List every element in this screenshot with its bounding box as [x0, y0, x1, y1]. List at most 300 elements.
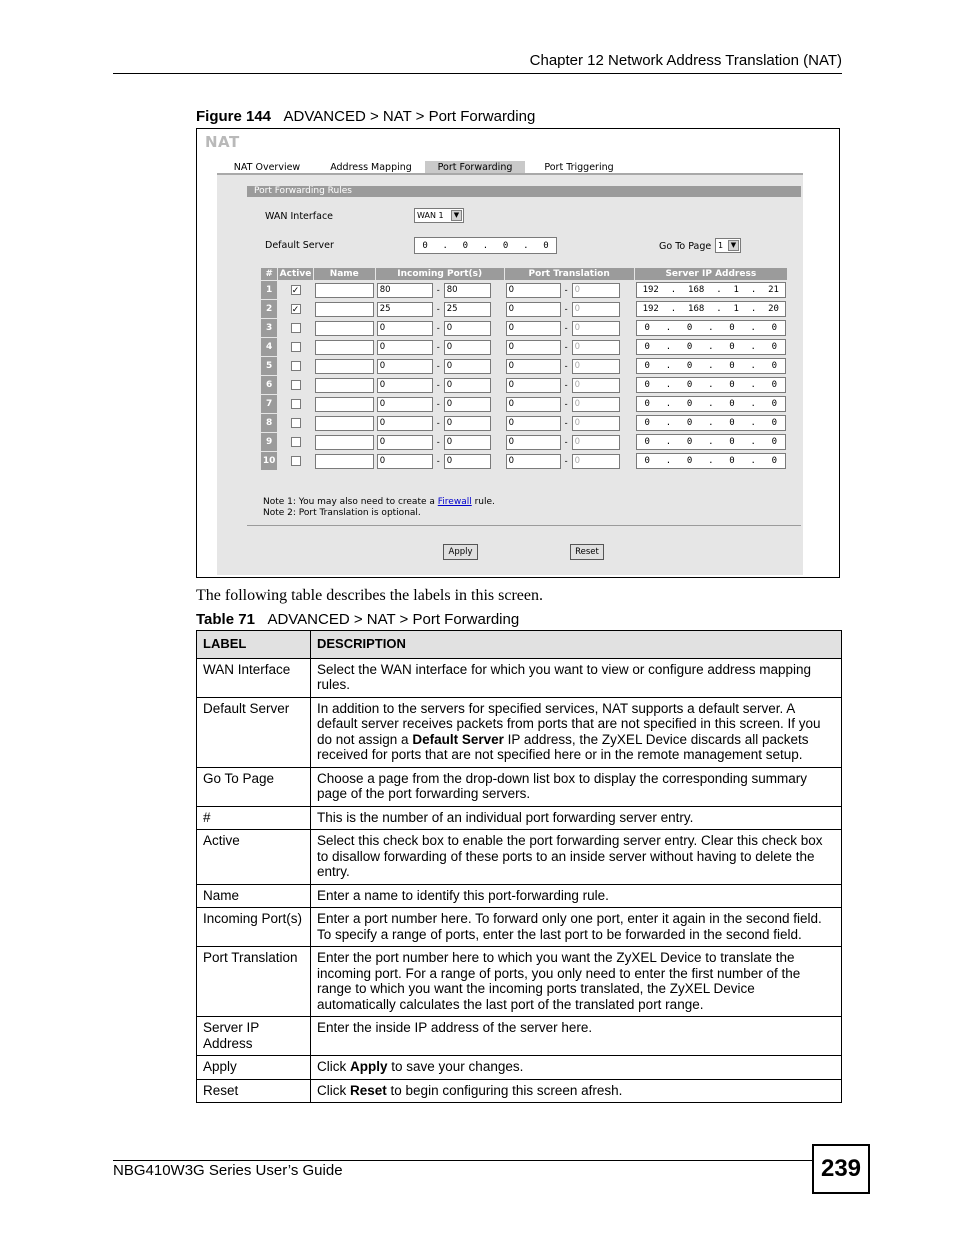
name-input[interactable] [315, 378, 374, 393]
range-dash: - [564, 456, 568, 466]
table-row [197, 908, 842, 947]
port-translation-cell [504, 319, 634, 338]
incoming-ports-cell [375, 300, 504, 319]
range-dash: - [436, 456, 440, 466]
incoming-port-start-input[interactable]: 0 [377, 359, 433, 374]
ip-octet: 0 [686, 456, 693, 466]
translation-port-start-input[interactable]: 0 [506, 359, 561, 374]
ip-dot: . [750, 285, 757, 295]
ip-dot: . [442, 240, 448, 251]
description-text: to begin configuring this screen afresh. [386, 1082, 623, 1098]
description-cell [311, 830, 842, 885]
description-text: Reset [350, 1082, 387, 1098]
tab-address-mapping[interactable]: Address Mapping [320, 161, 422, 174]
ip-octet: 0 [771, 456, 778, 466]
notes [263, 497, 495, 519]
server-ip-input[interactable] [636, 453, 786, 469]
wan-interface-value: WAN 1 [417, 211, 444, 220]
range-dash: - [436, 361, 440, 371]
ip-octet: 168 [688, 304, 705, 314]
description-text: Enter a port number here. To forward only one port, enter it again in the second field. To specify a range of ports, enter the last port to be forwarded in the second field. [317, 911, 822, 942]
table-row [261, 414, 788, 433]
incoming-port-end-input[interactable]: 0 [444, 321, 491, 336]
incoming-port-start-input[interactable]: 0 [377, 435, 433, 450]
header-rule [113, 73, 842, 74]
description-text: Click [317, 1082, 350, 1098]
label-cell: Reset [197, 1079, 311, 1103]
range-dash: - [436, 399, 440, 409]
incoming-ports-cell [375, 281, 504, 300]
incoming-port-end-input[interactable]: 0 [444, 416, 491, 431]
active-checkbox[interactable] [291, 380, 301, 390]
translation-port-start-input[interactable]: 0 [506, 435, 561, 450]
ip-octet: 192 [642, 285, 659, 295]
port-translation-cell [504, 338, 634, 357]
incoming-port-start-input[interactable]: 0 [377, 378, 433, 393]
ip-octet: 0 [729, 399, 735, 409]
translation-port-end-input: 0 [572, 321, 620, 336]
tab-underline [217, 173, 803, 175]
ip-octet: 0 [686, 418, 693, 428]
ip-octet: 0 [729, 380, 735, 390]
translation-port-start-input[interactable]: 0 [506, 416, 561, 431]
active-checkbox[interactable]: ✓ [291, 304, 300, 314]
name-input[interactable] [315, 416, 374, 431]
figure-caption [196, 108, 535, 125]
server-ip-input[interactable] [636, 320, 786, 336]
go-to-page-select[interactable] [715, 238, 741, 253]
translation-port-start-input[interactable]: 0 [506, 283, 561, 298]
incoming-ports-cell [375, 395, 504, 414]
table-row [261, 452, 788, 471]
ip-octet: 0 [771, 437, 778, 447]
translation-port-end-input: 0 [572, 378, 620, 393]
ip-octet: 0 [686, 380, 693, 390]
row-number: 4 [261, 338, 278, 357]
name-cell [313, 319, 375, 338]
description-cell [311, 908, 842, 947]
range-dash: - [564, 361, 568, 371]
row-number: 1 [261, 281, 278, 300]
active-cell [278, 357, 314, 376]
row-number: 3 [261, 319, 278, 338]
col-header-incoming-ports: Incoming Port(s) [375, 268, 504, 281]
ip-octet: 0 [644, 399, 650, 409]
ip-dot: . [708, 399, 714, 409]
ip-dot: . [665, 361, 672, 371]
ip-dot: . [665, 437, 672, 447]
incoming-port-end-input[interactable]: 0 [444, 340, 491, 355]
label-cell: Apply [197, 1056, 311, 1080]
incoming-port-start-input[interactable]: 25 [377, 302, 433, 317]
ip-octet: 0 [644, 418, 650, 428]
ip-dot: . [750, 361, 756, 371]
incoming-ports-cell [375, 357, 504, 376]
incoming-port-end-input[interactable]: 0 [444, 454, 491, 469]
name-cell [313, 452, 375, 471]
description-cell [311, 947, 842, 1017]
name-input[interactable] [315, 435, 374, 450]
incoming-ports-cell [375, 433, 504, 452]
incoming-port-start-input[interactable]: 0 [377, 416, 433, 431]
description-cell [311, 1079, 842, 1103]
range-dash: - [564, 304, 568, 314]
incoming-ports-cell [375, 338, 504, 357]
active-cell [278, 319, 314, 338]
incoming-port-end-input[interactable]: 0 [444, 378, 491, 393]
table-caption [196, 611, 519, 628]
description-text: Default Server [412, 731, 504, 747]
ip-octet: 0 [686, 361, 693, 371]
name-cell [313, 376, 375, 395]
translation-port-start-input[interactable]: 0 [506, 378, 561, 393]
ip-dot: . [750, 323, 756, 333]
name-input[interactable] [315, 321, 374, 336]
chevron-down-icon: ▼ [728, 240, 739, 251]
wan-interface-label: WAN Interface [265, 211, 334, 222]
label-cell: Go To Page [197, 767, 311, 806]
ip-octet: 0 [422, 240, 428, 251]
name-cell [313, 338, 375, 357]
server-ip-cell [634, 395, 787, 414]
incoming-port-end-input[interactable]: 80 [444, 283, 491, 298]
translation-port-start-input[interactable]: 0 [506, 454, 561, 469]
active-cell [278, 414, 314, 433]
ip-dot: . [708, 323, 714, 333]
incoming-port-end-input[interactable]: 25 [444, 302, 491, 317]
incoming-ports-cell [375, 319, 504, 338]
name-input[interactable] [315, 340, 374, 355]
label-cell: Incoming Port(s) [197, 908, 311, 947]
table-row [261, 376, 788, 395]
ip-octet: 0 [686, 323, 693, 333]
port-translation-cell [504, 433, 634, 452]
server-ip-cell [634, 338, 787, 357]
server-ip-input[interactable] [636, 358, 786, 374]
ip-dot: . [665, 380, 672, 390]
ip-octet: 1 [733, 285, 739, 295]
firewall-link[interactable]: Firewall [437, 497, 472, 507]
label-cell: WAN Interface [197, 658, 311, 697]
reset-button[interactable]: Reset [570, 544, 604, 560]
incoming-ports-cell [375, 414, 504, 433]
port-translation-cell [504, 376, 634, 395]
screen-title: NAT [205, 133, 240, 151]
incoming-port-start-input[interactable]: 0 [377, 340, 433, 355]
name-input[interactable] [315, 302, 374, 317]
col-header-name: Name [313, 268, 375, 281]
table-row [197, 1017, 842, 1056]
col-header-server-ip: Server IP Address [634, 268, 787, 281]
ip-dot: . [750, 380, 756, 390]
incoming-port-start-input[interactable]: 0 [377, 454, 433, 469]
table-row [261, 300, 788, 319]
translation-port-start-input[interactable]: 0 [506, 302, 561, 317]
ip-octet: 0 [771, 399, 778, 409]
ip-dot: . [708, 456, 714, 466]
head-label: LABEL [197, 631, 311, 659]
range-dash: - [436, 285, 440, 295]
ip-dot: . [708, 361, 714, 371]
wan-interface-select[interactable] [414, 208, 464, 223]
server-ip-cell [634, 452, 787, 471]
note-2: Note 2: Port Translation is optional. [263, 508, 421, 518]
server-ip-input[interactable] [636, 396, 786, 412]
ip-octet: 0 [729, 418, 735, 428]
server-ip-cell [634, 414, 787, 433]
ip-octet: 0 [771, 361, 778, 371]
figure-title: ADVANCED > NAT > Port Forwarding [283, 108, 536, 125]
default-server-label: Default Server [265, 240, 334, 251]
range-dash: - [564, 418, 568, 428]
chevron-down-icon: ▼ [451, 210, 462, 221]
active-checkbox[interactable] [291, 361, 301, 371]
label-cell: Active [197, 830, 311, 885]
label-cell: Server IP Address [197, 1017, 311, 1056]
ip-octet: 0 [686, 342, 693, 352]
default-server-input[interactable] [414, 237, 557, 254]
server-ip-cell [634, 433, 787, 452]
active-checkbox[interactable] [291, 342, 301, 352]
port-translation-cell [504, 452, 634, 471]
description-cell [311, 1056, 842, 1080]
ip-octet: 0 [729, 361, 735, 371]
translation-port-end-input: 0 [572, 416, 620, 431]
ip-octet: 0 [686, 399, 693, 409]
ip-octet: 0 [729, 437, 735, 447]
active-checkbox[interactable]: ✓ [291, 285, 300, 295]
translation-port-end-input: 0 [572, 340, 620, 355]
port-forwarding-table [260, 267, 788, 471]
row-number: 6 [261, 376, 278, 395]
active-cell [278, 338, 314, 357]
name-input[interactable] [315, 397, 374, 412]
ip-dot: . [750, 342, 756, 352]
name-cell [313, 357, 375, 376]
description-text: Click [317, 1059, 350, 1074]
ip-octet: 20 [768, 304, 779, 314]
active-cell [278, 395, 314, 414]
translation-port-end-input: 0 [572, 302, 620, 317]
nat-screenshot [196, 128, 840, 578]
table-row [197, 767, 842, 806]
intro-text: The following table describes the labels in this screen. [196, 587, 544, 604]
table-row [261, 281, 788, 300]
table-row [261, 433, 788, 452]
range-dash: - [564, 323, 568, 333]
active-cell [278, 433, 314, 452]
description-cell [311, 697, 842, 767]
ip-octet: 1 [733, 304, 739, 314]
ip-octet: 21 [768, 285, 779, 295]
description-cell [311, 767, 842, 806]
ip-octet: 0 [771, 380, 778, 390]
ip-octet: 192 [642, 304, 659, 314]
row-number: 7 [261, 395, 278, 414]
description-text: This is the number of an individual port forwarding server entry. [317, 809, 694, 825]
server-ip-input[interactable] [636, 282, 786, 298]
table-row [197, 806, 842, 830]
description-text: to save your changes. [387, 1059, 524, 1074]
row-number: 9 [261, 433, 278, 452]
server-ip-input[interactable] [636, 377, 786, 393]
range-dash: - [564, 380, 568, 390]
tab-port-forwarding[interactable]: Port Forwarding [425, 161, 525, 174]
table-row [197, 1079, 842, 1103]
table-row [261, 357, 788, 376]
ip-dot: . [708, 380, 714, 390]
tab-port-triggering[interactable]: Port Triggering [528, 161, 630, 174]
ip-dot: . [750, 437, 756, 447]
ip-octet: 0 [644, 342, 650, 352]
apply-button[interactable]: Apply [443, 544, 478, 560]
range-dash: - [436, 323, 440, 333]
server-ip-input[interactable] [636, 339, 786, 355]
port-translation-cell [504, 414, 634, 433]
active-checkbox[interactable] [291, 418, 301, 428]
figure-label: Figure 144 [196, 108, 272, 125]
name-input[interactable] [315, 454, 374, 469]
description-cell [311, 884, 842, 908]
col-header-port-translation: Port Translation [504, 268, 634, 281]
ip-octet: 0 [729, 323, 735, 333]
table-label: Table 71 [196, 611, 255, 628]
description-text: In addition to the servers for specified services, NAT supports a default server. A default server receives packets from ports that are not specified in this screen. If you do not assign a [317, 700, 821, 747]
ip-octet: 0 [462, 240, 469, 251]
chapter-header: Chapter 12 Network Address Translation (NAT) [529, 52, 842, 69]
range-dash: - [436, 342, 440, 352]
head-description: DESCRIPTION [311, 631, 842, 659]
description-cell [311, 658, 842, 697]
ip-octet: 0 [771, 418, 778, 428]
translation-port-start-input[interactable]: 0 [506, 340, 561, 355]
ip-dot: . [750, 456, 756, 466]
server-ip-cell [634, 319, 787, 338]
note-1 [263, 497, 495, 508]
row-number: 2 [261, 300, 278, 319]
note-1-suffix: rule. [471, 497, 495, 507]
label-cell: Port Translation [197, 947, 311, 1017]
table-row [261, 319, 788, 338]
tab-nat-overview[interactable]: NAT Overview [217, 161, 317, 174]
table-row [197, 830, 842, 885]
translation-port-start-input[interactable]: 0 [506, 321, 561, 336]
range-dash: - [436, 380, 440, 390]
ip-octet: 0 [644, 323, 650, 333]
label-cell: # [197, 806, 311, 830]
ip-octet: 0 [729, 342, 735, 352]
ip-dot: . [708, 437, 714, 447]
name-cell [313, 414, 375, 433]
table-row [261, 395, 788, 414]
ip-octet: 0 [502, 240, 509, 251]
ip-dot: . [665, 342, 672, 352]
incoming-port-end-input[interactable]: 0 [444, 359, 491, 374]
range-dash: - [436, 304, 440, 314]
incoming-ports-cell [375, 376, 504, 395]
server-ip-cell [634, 357, 787, 376]
active-checkbox[interactable] [291, 399, 301, 409]
server-ip-input[interactable] [636, 415, 786, 431]
translation-port-end-input: 0 [572, 283, 620, 298]
port-translation-cell [504, 357, 634, 376]
description-text: Apply [350, 1059, 388, 1074]
name-cell [313, 300, 375, 319]
incoming-port-end-input[interactable]: 0 [444, 435, 491, 450]
port-translation-cell [504, 300, 634, 319]
table-title: ADVANCED > NAT > Port Forwarding [267, 611, 520, 628]
translation-port-start-input[interactable]: 0 [506, 397, 561, 412]
go-to-page-label: Go To Page [659, 241, 712, 252]
incoming-port-start-input[interactable]: 0 [377, 397, 433, 412]
ip-dot: . [670, 285, 677, 295]
label-cell: Default Server [197, 697, 311, 767]
incoming-port-end-input[interactable]: 0 [444, 397, 491, 412]
section-title: Port Forwarding Rules [247, 186, 801, 197]
page-number: 239 [812, 1144, 870, 1194]
guide-title: NBG410W3G Series User’s Guide [113, 1162, 343, 1179]
label-cell: Name [197, 884, 311, 908]
ip-dot: . [665, 323, 672, 333]
ip-dot: . [665, 399, 672, 409]
ip-dot: . [665, 456, 672, 466]
row-number: 5 [261, 357, 278, 376]
name-cell [313, 433, 375, 452]
incoming-port-start-input[interactable]: 80 [377, 283, 433, 298]
table-row [197, 1056, 842, 1080]
label-description-table [196, 630, 842, 1103]
active-cell [278, 300, 314, 319]
description-text: Select the WAN interface for which you want to view or configure address mapping rules. [317, 661, 811, 692]
col-header-active: Active [279, 269, 312, 279]
server-ip-input[interactable] [636, 434, 786, 450]
ip-octet: 0 [644, 437, 650, 447]
name-input[interactable] [315, 283, 374, 298]
port-translation-cell [504, 281, 634, 300]
ip-octet: 0 [644, 380, 650, 390]
range-dash: - [564, 399, 568, 409]
name-cell [313, 395, 375, 414]
ip-dot: . [665, 418, 672, 428]
active-cell [278, 281, 314, 300]
range-dash: - [564, 342, 568, 352]
active-checkbox[interactable] [291, 323, 301, 333]
table-row [197, 884, 842, 908]
incoming-port-start-input[interactable]: 0 [377, 321, 433, 336]
ip-dot: . [523, 240, 529, 251]
ip-dot: . [750, 418, 756, 428]
description-text: IP address, the ZyXEL Device discards all packets received for ports that are not specified here or in the remote management setup. [317, 731, 809, 762]
ip-dot: . [716, 304, 722, 314]
table-row [197, 658, 842, 697]
row-number: 10 [261, 452, 278, 471]
server-ip-input[interactable] [636, 301, 786, 317]
name-cell [313, 281, 375, 300]
active-checkbox[interactable] [291, 456, 301, 466]
ip-octet: 0 [771, 323, 778, 333]
description-text: Choose a page from the drop-down list box to display the corresponding summary page of the port forwarding servers. [317, 770, 808, 801]
table-row [197, 697, 842, 767]
active-checkbox[interactable] [291, 437, 301, 447]
translation-port-end-input: 0 [572, 397, 620, 412]
translation-port-end-input: 0 [572, 435, 620, 450]
go-to-page-value: 1 [718, 241, 724, 250]
name-input[interactable] [315, 359, 374, 374]
ip-dot: . [716, 285, 722, 295]
footer-rule [247, 525, 801, 526]
range-dash: - [564, 437, 568, 447]
port-translation-cell [504, 395, 634, 414]
